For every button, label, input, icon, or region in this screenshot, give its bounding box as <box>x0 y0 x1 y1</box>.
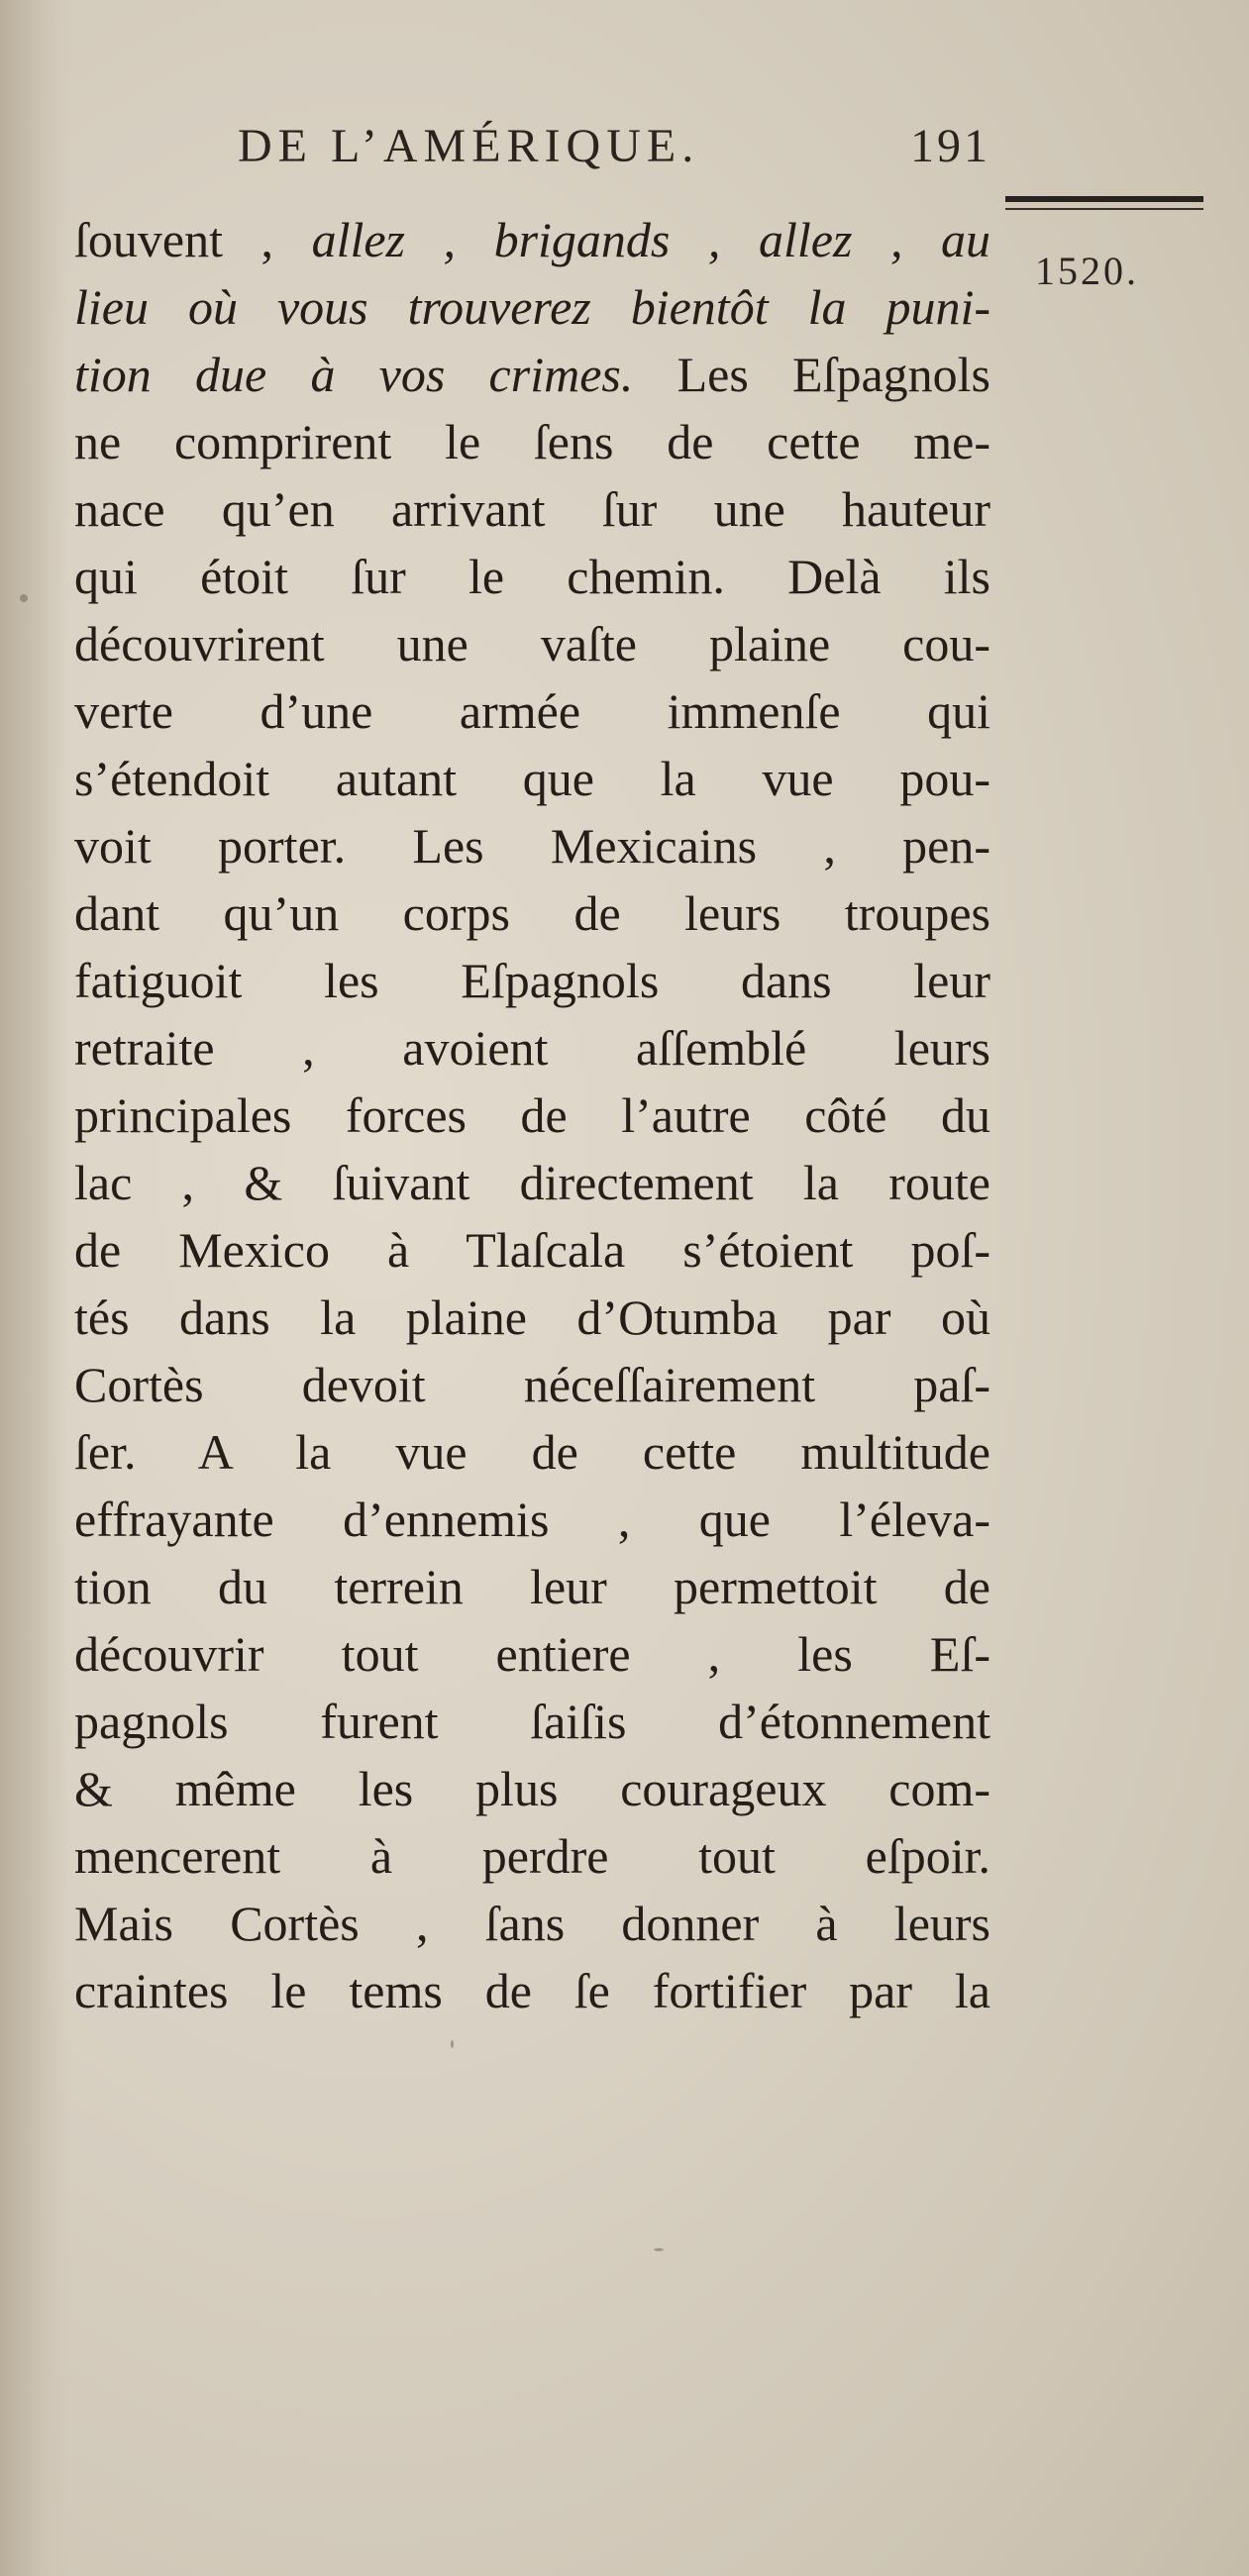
roman-text: qui étoit ſur le chemin. Delà ils <box>74 549 990 604</box>
italic-text: tion due à vos crimes. <box>74 347 634 402</box>
text-line <box>74 1553 990 1620</box>
roman-text: nace qu’en arrivant ſur une hauteur <box>74 481 990 537</box>
roman-text: s’étendoit autant que la vue pou- <box>74 751 990 806</box>
roman-text: fatiguoit les Eſpagnols dans leur <box>74 953 990 1008</box>
text-line <box>74 1216 990 1284</box>
text-line <box>74 543 990 610</box>
roman-text: dant qu’un corps de leurs troupes <box>74 885 990 941</box>
roman-text: tés dans la plaine d’Otumba par où <box>74 1289 990 1345</box>
text-line <box>74 1014 990 1082</box>
text-line <box>74 1486 990 1553</box>
roman-text: Mais Cortès , ſans donner à leurs <box>74 1896 990 1951</box>
roman-text: Cortès devoit néceſſairement paſ- <box>74 1357 990 1412</box>
text-line <box>74 1620 990 1688</box>
page-number: 191 <box>910 120 990 172</box>
body-text <box>74 206 990 2024</box>
roman-text: craintes le tems de ſe fortifier par la <box>74 1963 990 2018</box>
text-line <box>74 1284 990 1351</box>
roman-text: découvrir tout entiere , les Eſ- <box>74 1626 990 1682</box>
running-head-title: DE L’AMÉRIQUE. <box>238 120 700 172</box>
text-line <box>74 1890 990 1957</box>
roman-text: retraite , avoient aſſemblé leurs <box>74 1020 990 1076</box>
roman-text: ſer. A la vue de cette multitude <box>74 1424 990 1480</box>
text-line <box>74 1755 990 1822</box>
text-line <box>74 1957 990 2024</box>
text-line <box>74 879 990 947</box>
roman-text: pagnols furent ſaiſis d’étonnement <box>74 1694 990 1749</box>
text-line <box>74 947 990 1014</box>
paper-speck <box>654 2248 664 2251</box>
roman-text: principales forces de l’autre côté du <box>74 1087 990 1143</box>
roman-text: ne comprirent le ſens de cette me- <box>74 414 990 469</box>
roman-text: tion du terrein leur permettoit de <box>74 1559 990 1614</box>
paper-speck <box>451 2040 454 2048</box>
roman-text: ſouvent , <box>74 212 312 267</box>
roman-text: & même les plus courageux com- <box>74 1761 990 1816</box>
text-line <box>74 677 990 745</box>
text-line <box>74 1082 990 1149</box>
text-line <box>74 273 990 341</box>
text-line <box>74 610 990 677</box>
italic-text: allez , brigands , allez , au <box>311 212 990 267</box>
roman-text: effrayante d’ennemis , que l’éleva- <box>74 1492 990 1547</box>
text-line <box>74 1351 990 1418</box>
italic-text: lieu où vous trouverez bientôt la puni- <box>74 279 990 335</box>
roman-text: de Mexico à Tlaſcala s’étoient poſ- <box>74 1222 990 1278</box>
page-gutter-shadow <box>0 0 69 2576</box>
text-line <box>74 1822 990 1890</box>
roman-text: voit porter. Les Mexicains , pen- <box>74 818 990 874</box>
text-line <box>74 745 990 812</box>
text-line <box>74 408 990 475</box>
text-line <box>74 1688 990 1755</box>
margin-rule <box>1005 196 1203 202</box>
roman-text: découvrirent une vaſte plaine cou- <box>74 616 990 671</box>
text-line <box>74 1418 990 1486</box>
margin-year-note: 1520. <box>1035 249 1139 293</box>
text-line <box>74 341 990 408</box>
text-line <box>74 206 990 273</box>
text-line <box>74 475 990 543</box>
text-line <box>74 812 990 879</box>
paper-speck <box>20 594 28 602</box>
margin-rule-thin <box>1005 208 1203 210</box>
roman-text: mencerent à perdre tout eſpoir. <box>74 1828 990 1884</box>
roman-text: verte d’une armée immenſe qui <box>74 683 990 739</box>
text-line <box>74 1149 990 1216</box>
running-head <box>238 119 990 188</box>
roman-text: Les Eſpagnols <box>633 347 990 402</box>
roman-text: lac , & ſuivant directement la route <box>74 1155 990 1210</box>
